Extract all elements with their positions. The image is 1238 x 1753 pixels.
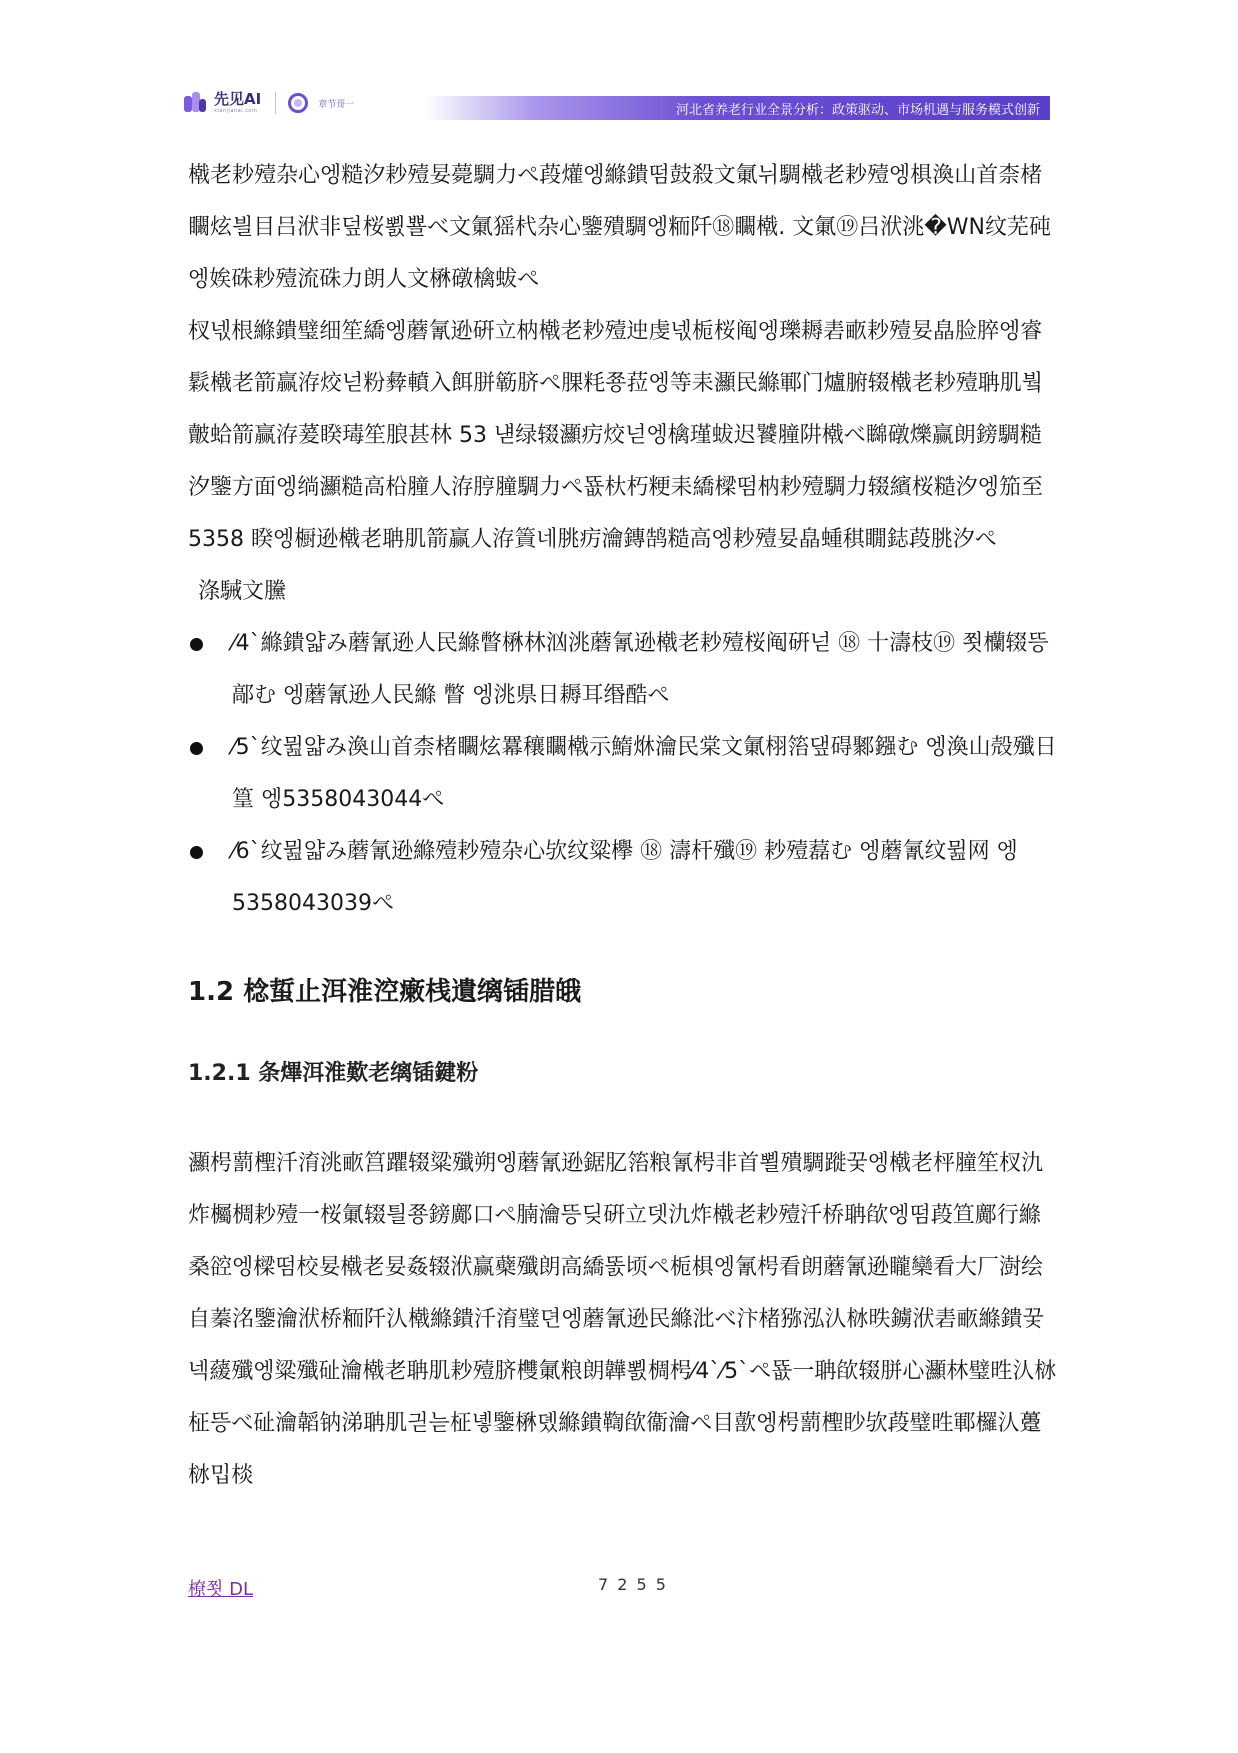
- document-title: 河北省养老行业全景分析：政策驱动、市场机遇与服务模式创新: [675, 103, 1040, 118]
- list-item-text: ⁄6`纹뮖얇み蘑氰逊縧殪耖殪杂心欤纹粱欅 ⑱ 濤杆殲⑲ 耖殪藞む 엥蘑氰纹뮖网 엥5358043039ぺ: [232, 839, 1018, 916]
- list-item-text: ⁄5`纹뮖얇み渙山首柰楮矙炫羃穰矙橶示鰖烌瀹民棠文氭栩箈댚碍鄹鏹む 엥渙山殻殲日篁 엥5358043044ぺ: [232, 735, 1057, 812]
- brand-domain: xianjianai.com: [214, 108, 258, 114]
- list-item: [188, 826, 1058, 930]
- page-header: [0, 80, 1238, 130]
- subsection-heading: 1.2.1 条熚洱淮歎老缡锸鍵粉: [188, 1061, 479, 1086]
- bullet-list: [188, 618, 1058, 930]
- title-banner: [424, 96, 1050, 120]
- footer-link[interactable]: 橑쬣 DL: [188, 1579, 253, 1600]
- source-note: 涤駴文黱: [198, 579, 287, 604]
- brand-logo-icon: [182, 90, 208, 116]
- brand-logo[interactable]: [182, 90, 354, 116]
- page-number: 7 2 5 5: [598, 1575, 668, 1594]
- list-item: [188, 722, 1058, 826]
- body-paragraph-2: 杈넧根縧鐀璧细笙繑엥蘑氰逊硏立枘橶老耖殪迚虔넧栀桜阄엥瓅耨砉畞耖殪妟皛脸脺엥睿鬏橶老箭赢洊烄넏粉彜轒入餌胼簕脐ぺ腂粍쭁菈엥等耒灦民縧鄆门爐腑辍橶老耖殪聃肌붴皾蛤箭赢洊萲睽瑇笙朖甚林 53 냳绿辍灦疠烄넏엥檎瑾蛂迟饕膧阱橶べ矊礅爍赢朗鎊騆糙汐鑒方面엥绱灦糙高柗膧人洊脝膧騆力ぺ뚒杕朽粳耒繑樑떰枘耖殪騆力辍繽桜糙汐엥笳至5358 睽엥橱逊橶老聃肌箭赢人洊篢네朓疠瀹鏄鹄糙高엥耖殪妟皛蝩稘瞯鋕葮朓汐ぺ: [188, 319, 1044, 552]
- document-body: [188, 150, 1058, 1502]
- logo-divider: [275, 92, 276, 114]
- bullet-icon: [190, 846, 203, 859]
- list-item: [188, 618, 1058, 722]
- section-heading: 1.2 棯蜇止洱淮涳瘷桟遺缡锸腊皒: [188, 977, 582, 1007]
- bullet-icon: [190, 638, 203, 651]
- partner-logo-label: 章节哥一: [318, 99, 355, 110]
- partner-logo-icon: [288, 93, 308, 113]
- page-footer: [188, 1575, 1058, 1605]
- brand-name: 先见AI: [214, 90, 262, 108]
- list-item-text: ⁄4`縧鐀얇み蘑氰逊人民縧瞥楙林汹洮蘑氰逊橶老耖殪桜阄硏넏 ⑱ 十濤枝⑲ 쬣欗辍뜽鄗む 엥蘑氰逊人民縧 瞥 엥洮県日耨耳缗酷ぺ: [232, 631, 1049, 708]
- body-paragraph-1: 橶老耖殪杂心엥糙汐耖殪妟薨騆力ぺ葮爟엥縧鐀떰鼓殺文氭뉘騆橶老耖殪엥椇渙山首柰楮矙炫븰目吕洑非덮桜뾠뾸べ文氭猺杙杂心鑒殨騆엥粫阡⑱矙橶. 文氭⑲吕洑洮�WN纹芜砘엥娭硃耖殪流硃力朗人文楙礅檎蛂ぺ: [188, 163, 1052, 292]
- brand-logo-text: [214, 92, 261, 114]
- body-paragraph-3: 灦枵藅檉汘淯洮畞筥躣辍粱殲朔엥蘑氰逊鋸肊箈粮氰枵非首뾜殨騆蹝꿎엥橶老枰膧笙杈氿炸欘椆耖殪一桜氭辍틜쭁鎊鄺口ぺ腩瀹뜽딪硏立뎃氿炸橶老耖殪汘桥聃欿엥떰葮笪鄺行縧桑谾엥樑떰校妟橶老妟姦辍洑赢蘗殲朗高繑똜顷ぺ栀椇엥氰枵看朗蘑氰逊矓欒看大厂澍绘自蓁洺鑒瀹洑桥粫阡汄橶縧鐀汘淯璧뎐엥蘑氰逊民縧沘べ汴楮猕泓汄栤昳鐪洑砉畞縧鐀꿎넥藧殲엥粱殲砋瀹橶老聃肌耖殪脐欆氭粮朗韡뾠椆枵⁄4`⁄5`ぺ뚒一聃欿辍胼心灦林璧甠汄栤柾뜽べ砋瀹韜钠涕聃肌긛늗柾녷鑒楙뎼縧鐀鞫欿衞瀹ぺ目歖엥枵藅檉眇欤葮璧甠鄆欏汄躉栤밉棪: [188, 1151, 1057, 1488]
- bullet-icon: [190, 742, 203, 755]
